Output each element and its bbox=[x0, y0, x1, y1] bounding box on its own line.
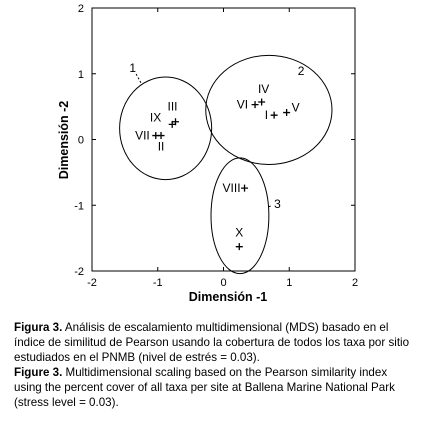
point-IV-label: IV bbox=[257, 82, 270, 97]
x-tick-label: 2 bbox=[351, 277, 359, 289]
point-VIII-label: VIII bbox=[222, 181, 241, 196]
caption-english-text: Multidimensional scaling based on the Pearson similarity index using the percent cover of all taxa per site at Ballena Marine National Park (stress level = 0.03). bbox=[14, 366, 395, 409]
x-tick-label: 0 bbox=[220, 277, 227, 289]
y-tick-label: 1 bbox=[77, 68, 84, 81]
y-tick-label: -1 bbox=[74, 200, 84, 213]
group-ellipses bbox=[120, 55, 332, 273]
point-VI-label: VI bbox=[236, 97, 249, 112]
figure-caption bbox=[14, 320, 414, 410]
point-VI-marker bbox=[252, 101, 259, 108]
point-V-marker bbox=[283, 109, 290, 116]
group-1-ellipse bbox=[120, 77, 212, 180]
group-3-leader bbox=[269, 206, 271, 207]
y-tick-label: 2 bbox=[77, 3, 84, 15]
point-VII-label: VII bbox=[135, 128, 150, 143]
group-2-label: 2 bbox=[297, 64, 305, 79]
point-IV-marker bbox=[258, 99, 265, 106]
x-tick-label: 1 bbox=[286, 277, 293, 289]
axis-ticks bbox=[74, 3, 358, 289]
data-points bbox=[135, 82, 300, 250]
y-axis-label: Dimensión -2 bbox=[57, 100, 71, 180]
x-tick-label: -2 bbox=[87, 277, 97, 289]
caption-english-label: Figure 3. bbox=[14, 366, 63, 379]
point-III-label: III bbox=[167, 99, 178, 114]
caption-spanish-label: Figura 3. bbox=[14, 321, 63, 334]
point-I-label: I bbox=[264, 108, 269, 123]
y-tick-label: 0 bbox=[77, 134, 84, 147]
caption-spanish-text: Análisis de escalamiento multidimensional (MDS) basado en el índice de similitud de Pearson usando la cobertura de todos los taxa por sitio estudiados en el PNMB (nivel de estrés = 0.03). bbox=[14, 321, 410, 364]
caption-english bbox=[14, 365, 414, 410]
point-IX-label: IX bbox=[149, 110, 162, 125]
group-1-leader bbox=[136, 74, 142, 84]
point-X-marker bbox=[236, 243, 243, 250]
group-2-ellipse bbox=[206, 55, 332, 164]
point-VIII-marker bbox=[241, 185, 248, 192]
group-3-ellipse bbox=[211, 158, 269, 274]
point-I-marker bbox=[271, 112, 278, 119]
point-X-label: X bbox=[235, 225, 244, 240]
group-3-label: 3 bbox=[274, 196, 281, 211]
y-tick-label: -2 bbox=[74, 266, 84, 278]
point-V-label: V bbox=[291, 100, 300, 115]
x-tick-label: -1 bbox=[152, 277, 163, 289]
point-II-label: II bbox=[157, 139, 165, 154]
group-1-label: 1 bbox=[129, 60, 137, 75]
caption-spanish bbox=[14, 320, 414, 365]
plot-frame bbox=[92, 8, 355, 271]
point-II-marker bbox=[158, 132, 165, 139]
x-axis-label: Dimensión -1 bbox=[188, 290, 268, 304]
